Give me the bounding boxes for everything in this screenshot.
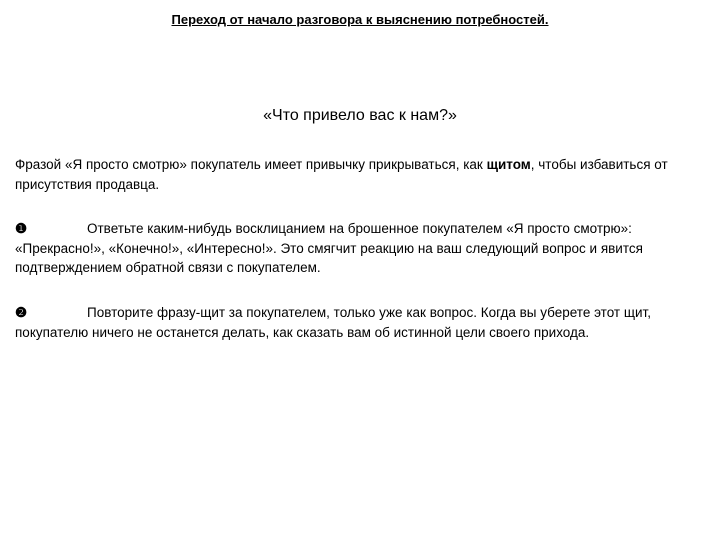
point-1-text: Ответьте каким-нибудь восклицанием на брошенное покупателем «Я просто смотрю»: «Прекрасно!», «Конечно!», «Интересно!». Это смягчит реакцию на ваш следующий вопрос и явится подтверждением обратной связи с покупателем.: [15, 221, 643, 275]
intro-text-before: Фразой «Я просто смотрю» покупатель имеет привычку прикрываться, как: [15, 157, 487, 172]
document-heading: Переход от начало разговора к выяснению потребностей.: [171, 12, 549, 27]
document-subheading: «Что привело вас к нам?»: [263, 107, 457, 124]
point-1-paragraph: [15, 219, 710, 278]
point-2-text: Повторите фразу-щит за покупателем, только уже как вопрос. Когда вы уберете этот щит, покупателю ничего не останется делать, как сказать вам об истинной цели своего прихода.: [15, 305, 651, 340]
point-1-marker: ❶: [15, 221, 28, 236]
point-2-marker: ❷: [15, 305, 28, 320]
intro-bold-word: щитом: [486, 157, 531, 172]
intro-text-after: , чтобы избавиться от присутствия продавца.: [15, 157, 668, 192]
point-2-paragraph: [15, 303, 710, 342]
intro-paragraph: [15, 155, 710, 194]
